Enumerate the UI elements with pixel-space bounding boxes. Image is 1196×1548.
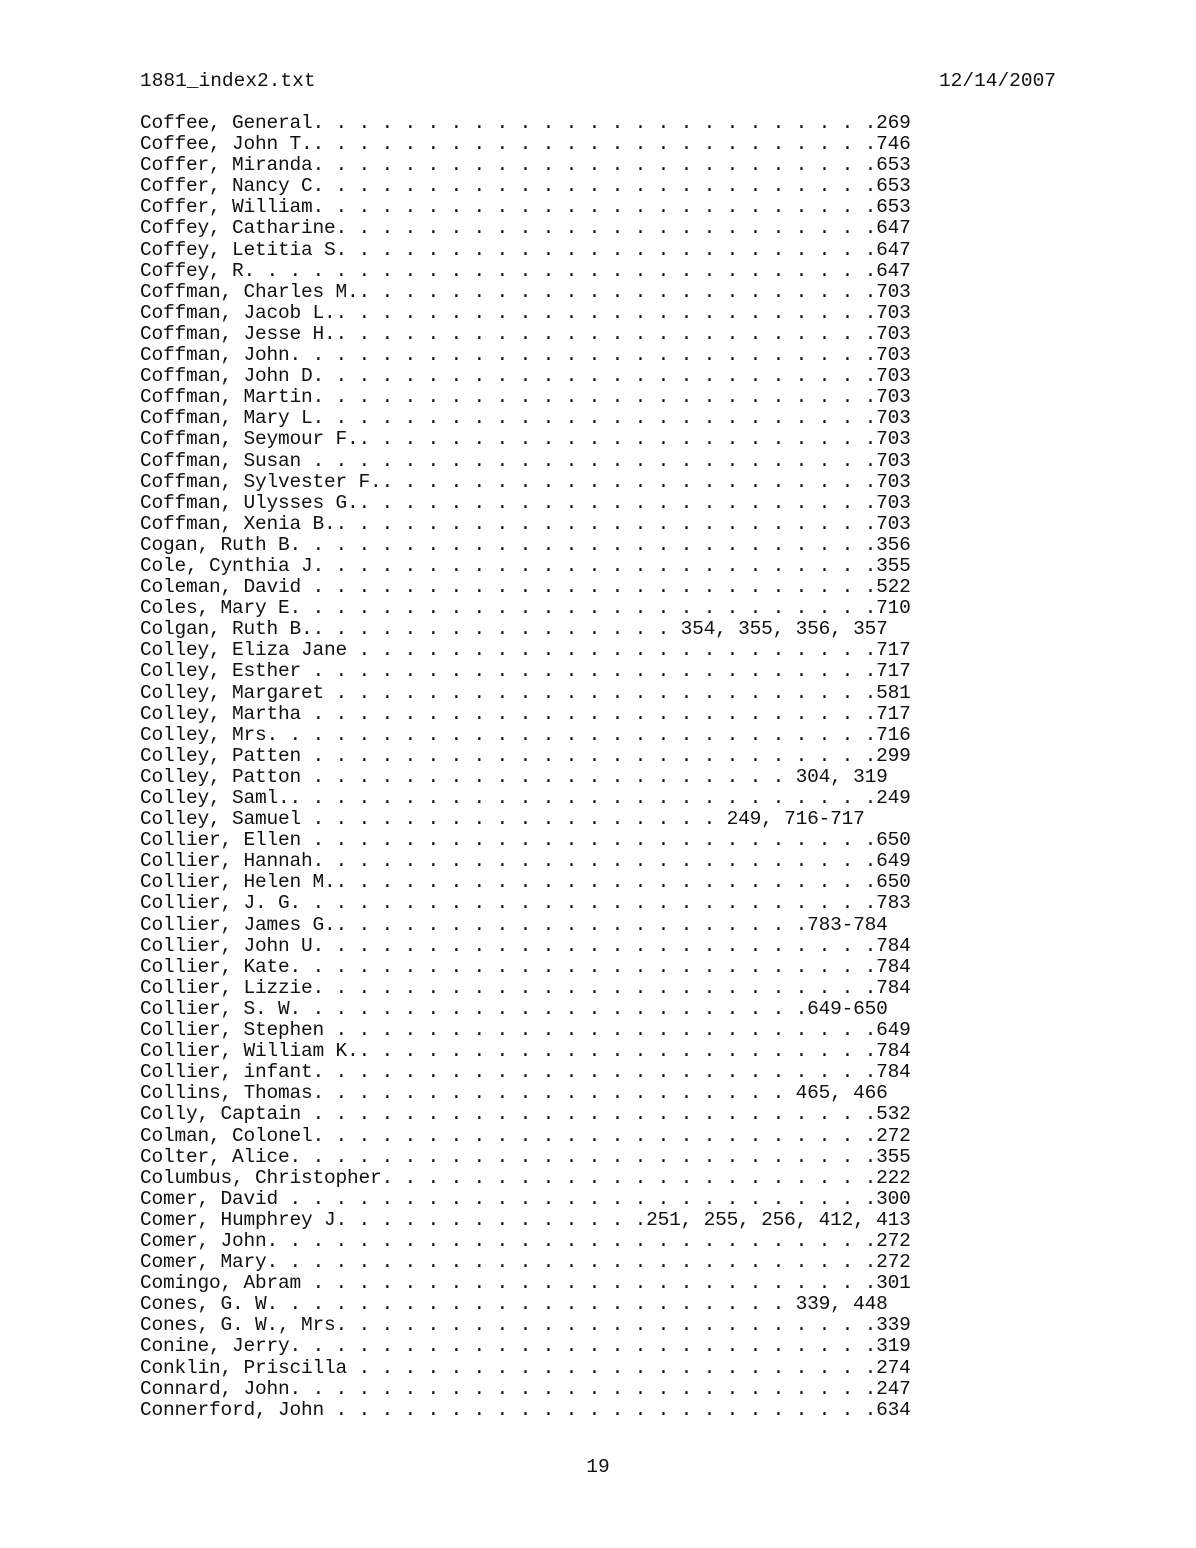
index-entry: Connerford, John . . . . . . . . . . . . . . . . . . . . . . . .634	[140, 1398, 911, 1421]
index-entry: Collier, John U. . . . . . . . . . . . . . . . . . . . . . . . .784	[140, 934, 911, 957]
index-entry: Comer, Mary. . . . . . . . . . . . . . . . . . . . . . . . . . .272	[140, 1251, 911, 1274]
index-entry: Coffey, Letitia S. . . . . . . . . . . . . . . . . . . . . . . .647	[140, 238, 911, 261]
index-entry: Colter, Alice. . . . . . . . . . . . . . . . . . . . . . . . . .355	[140, 1145, 911, 1168]
page-number: 19	[586, 1456, 610, 1478]
file-name: 1881_index2.txt	[140, 70, 316, 92]
index-entry: Colley, Martha . . . . . . . . . . . . . . . . . . . . . . . . .717	[140, 702, 911, 725]
index-entry: Coffman, Charles M.. . . . . . . . . . . . . . . . . . . . . . .703	[140, 280, 911, 303]
index-entry: Collins, Thomas. . . . . . . . . . . . . . . . . . . . . 465, 466	[140, 1082, 888, 1105]
index-entry: Coffer, Miranda. . . . . . . . . . . . . . . . . . . . . . . . .653	[140, 154, 911, 177]
index-entry: Comer, David . . . . . . . . . . . . . . . . . . . . . . . . . .300	[140, 1187, 911, 1210]
index-entry: Collier, James G.. . . . . . . . . . . . . . . . . . . . .783-784	[140, 913, 888, 936]
index-entry: Coffman, Ulysses G.. . . . . . . . . . . . . . . . . . . . . . .703	[140, 491, 911, 514]
index-entry: Collier, Lizzie. . . . . . . . . . . . . . . . . . . . . . . . .784	[140, 976, 911, 999]
index-entry: Colley, Patton . . . . . . . . . . . . . . . . . . . . . 304, 319	[140, 765, 888, 788]
index-entry: Coffman, Seymour F.. . . . . . . . . . . . . . . . . . . . . . .703	[140, 428, 911, 451]
index-entry: Colgan, Ruth B.. . . . . . . . . . . . . . . . 354, 355, 356, 357	[140, 618, 888, 641]
index-entry: Collier, Stephen . . . . . . . . . . . . . . . . . . . . . . . .649	[140, 1019, 911, 1042]
index-entry: Colley, Patten . . . . . . . . . . . . . . . . . . . . . . . . .299	[140, 744, 911, 767]
index-entry: Coffey, R. . . . . . . . . . . . . . . . . . . . . . . . . . . .647	[140, 259, 911, 282]
index-entry: Colley, Saml.. . . . . . . . . . . . . . . . . . . . . . . . . .249	[140, 787, 911, 809]
index-entry: Columbus, Christopher. . . . . . . . . . . . . . . . . . . . . .222	[140, 1166, 911, 1189]
index-entry: Coffman, Mary L. . . . . . . . . . . . . . . . . . . . . . . . .703	[140, 407, 911, 430]
index-entry: Collier, Hannah. . . . . . . . . . . . . . . . . . . . . . . . .649	[140, 850, 911, 873]
index-entry: Colley, Margaret . . . . . . . . . . . . . . . . . . . . . . . .581	[140, 681, 911, 704]
index-entry: Coleman, David . . . . . . . . . . . . . . . . . . . . . . . . .522	[140, 576, 911, 599]
print-date: 12/14/2007	[938, 70, 1056, 92]
index-entry: Coffman, Jesse H.. . . . . . . . . . . . . . . . . . . . . . . .703	[140, 322, 911, 345]
index-entry: Colman, Colonel. . . . . . . . . . . . . . . . . . . . . . . . .272	[140, 1124, 911, 1147]
index-entry: Cones, G. W., Mrs. . . . . . . . . . . . . . . . . . . . . . . .339	[140, 1314, 911, 1337]
index-entry: Colly, Captain . . . . . . . . . . . . . . . . . . . . . . . . .532	[140, 1103, 911, 1126]
page-header	[140, 68, 1056, 94]
index-entry: Colley, Mrs. . . . . . . . . . . . . . . . . . . . . . . . . . .716	[140, 723, 911, 746]
index-entry: Coffman, John D. . . . . . . . . . . . . . . . . . . . . . . . .703	[140, 365, 911, 388]
index-entry: Coffman, Martin. . . . . . . . . . . . . . . . . . . . . . . . .703	[140, 386, 911, 409]
index-entry: Connard, John. . . . . . . . . . . . . . . . . . . . . . . . . .247	[140, 1377, 911, 1400]
index-entry: Coffman, John. . . . . . . . . . . . . . . . . . . . . . . . . .703	[140, 344, 911, 367]
index-entry: Coffey, Catharine. . . . . . . . . . . . . . . . . . . . . . . .647	[140, 217, 911, 240]
index-entry: Conine, Jerry. . . . . . . . . . . . . . . . . . . . . . . . . .319	[140, 1335, 911, 1358]
index-entry: Collier, J. G. . . . . . . . . . . . . . . . . . . . . . . . . .783	[140, 892, 911, 915]
index-entry: Coffman, Susan . . . . . . . . . . . . . . . . . . . . . . . . .703	[140, 449, 911, 472]
index-entry: Conklin, Priscilla . . . . . . . . . . . . . . . . . . . . . . .274	[140, 1356, 911, 1379]
index-entry: Coffee, John T.. . . . . . . . . . . . . . . . . . . . . . . . .746	[140, 133, 911, 156]
index-entry: Cole, Cynthia J. . . . . . . . . . . . . . . . . . . . . . . . .355	[140, 554, 911, 577]
index-entry: Collier, Ellen . . . . . . . . . . . . . . . . . . . . . . . . .650	[140, 829, 911, 852]
index-entry: Comingo, Abram . . . . . . . . . . . . . . . . . . . . . . . . .301	[140, 1272, 911, 1295]
index-entry: Comer, John. . . . . . . . . . . . . . . . . . . . . . . . . . .272	[140, 1229, 911, 1252]
index-entry: Coffman, Xenia B.. . . . . . . . . . . . . . . . . . . . . . . .703	[140, 512, 911, 535]
index-entry: Colley, Samuel . . . . . . . . . . . . . . . . . . 249, 716-717	[140, 808, 865, 831]
index-list	[140, 113, 910, 1421]
index-entry: Coffee, General. . . . . . . . . . . . . . . . . . . . . . . . .269	[140, 112, 911, 134]
index-entry: Coffman, Jacob L.. . . . . . . . . . . . . . . . . . . . . . . .703	[140, 301, 911, 324]
index-entry: Comer, Humphrey J. . . . . . . . . . . . . .251, 255, 256, 412, 413	[140, 1208, 911, 1231]
index-entry: Coffer, Nancy C. . . . . . . . . . . . . . . . . . . . . . . . .653	[140, 175, 911, 198]
index-entry: Collier, William K.. . . . . . . . . . . . . . . . . . . . . . .784	[140, 1040, 911, 1063]
index-entry: Collier, Helen M.. . . . . . . . . . . . . . . . . . . . . . . .650	[140, 871, 911, 894]
index-entry: Coles, Mary E. . . . . . . . . . . . . . . . . . . . . . . . . .710	[140, 597, 911, 620]
index-entry: Coffer, William. . . . . . . . . . . . . . . . . . . . . . . . .653	[140, 196, 911, 219]
index-entry: Collier, infant. . . . . . . . . . . . . . . . . . . . . . . . .784	[140, 1061, 911, 1084]
index-entry: Coffman, Sylvester F.. . . . . . . . . . . . . . . . . . . . . .703	[140, 470, 911, 493]
index-entry: Collier, Kate. . . . . . . . . . . . . . . . . . . . . . . . . .784	[140, 955, 911, 978]
index-entry: Colley, Eliza Jane . . . . . . . . . . . . . . . . . . . . . . .717	[140, 639, 911, 662]
index-entry: Cones, G. W. . . . . . . . . . . . . . . . . . . . . . . 339, 448	[140, 1293, 888, 1316]
index-entry: Cogan, Ruth B. . . . . . . . . . . . . . . . . . . . . . . . . .356	[140, 533, 911, 556]
index-entry: Colley, Esther . . . . . . . . . . . . . . . . . . . . . . . . .717	[140, 660, 911, 683]
index-entry: Collier, S. W. . . . . . . . . . . . . . . . . . . . . . .649-650	[140, 997, 888, 1020]
